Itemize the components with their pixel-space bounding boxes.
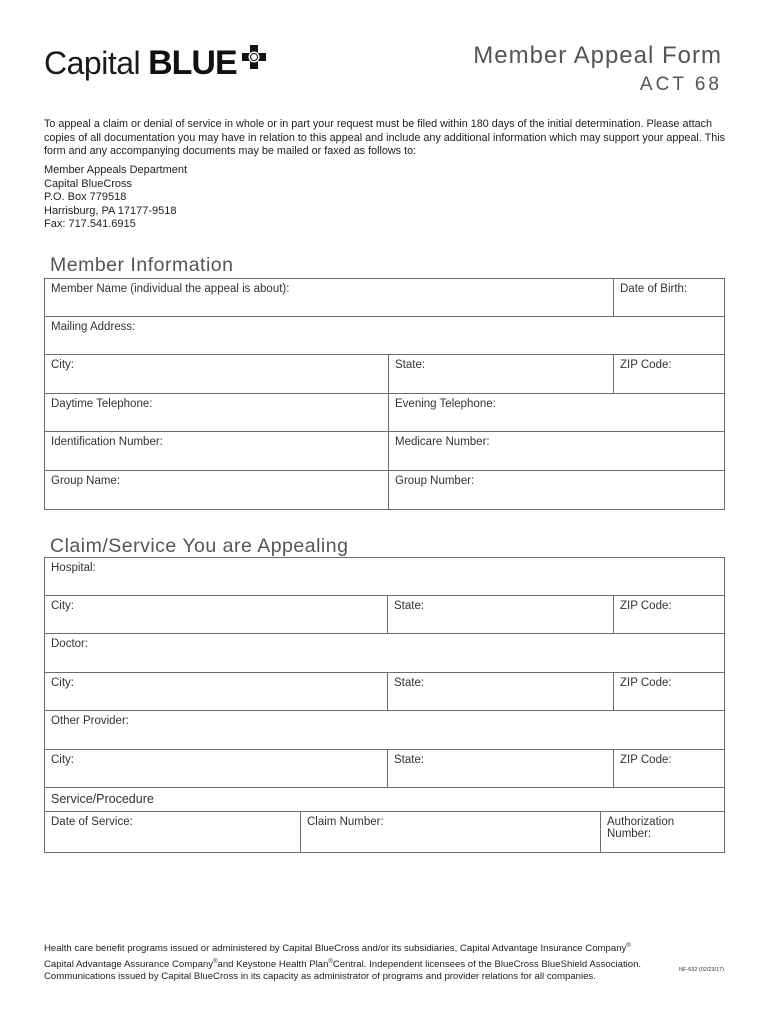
address-line: P.O. Box 779518 [44,191,127,203]
form-title: Member Appeal Form [473,42,722,69]
city-field[interactable]: City: [45,355,389,394]
form-subtitle: ACT 68 [639,74,722,95]
other-provider-zip-field[interactable]: ZIP Code: [614,750,725,788]
evening-telephone-field[interactable]: Evening Telephone: [389,394,725,432]
other-provider-city-field[interactable]: City: [45,750,388,788]
hospital-state-field[interactable]: State: [388,596,614,634]
address-line: Harrisburg, PA 17177-9518 [44,204,177,217]
member-info-table [44,278,725,510]
doctor-zip-field[interactable]: ZIP Code: [614,673,725,711]
other-provider-state-field[interactable]: State: [388,750,614,788]
claim-number-field[interactable]: Claim Number: [301,812,601,853]
doctor-city-field[interactable]: City: [45,673,388,711]
date-of-birth-field[interactable]: Date of Birth: [614,279,725,317]
mailing-address-field[interactable]: Mailing Address: [45,317,725,355]
authorization-number-field[interactable]: Authorization Number: [601,812,725,853]
hospital-city-field[interactable]: City: [45,596,388,634]
footer-disclaimer: Health care benefit programs issued or administered by Capital BlueCross and/or its subsidiaries, Capital Advantage Insurance Company® Capital Advantage Assurance Company®and Keystone Health Plan®Central. Independent licensees of the BlueCross BlueShield Association. Communications issued by Capital BlueCross in its capacity as administrator of programs and provider relations for all companies. [44,943,642,983]
identification-number-field[interactable]: Identification Number: [45,432,389,471]
address-line: Capital BlueCross [44,177,133,190]
bluecross-shield-icon [241,44,267,77]
form-number: NF-632 (02/23/17) [679,967,724,973]
claim-service-title: Claim/Service You are Appealing [50,535,349,557]
date-of-service-field[interactable]: Date of Service: [45,812,301,853]
address-line: Member Appeals Department [44,164,188,176]
logo-text: Capital [44,45,141,81]
mailing-address-block [44,164,187,232]
doctor-field[interactable]: Doctor: [45,634,725,673]
group-name-field[interactable]: Group Name: [45,471,389,510]
doctor-state-field[interactable]: State: [388,673,614,711]
address-line: Fax: 717.541.6915 [44,218,136,230]
capital-blue-logo [44,44,267,82]
group-number-field[interactable]: Group Number: [389,471,725,510]
hospital-field[interactable]: Hospital: [45,558,725,596]
medicare-number-field[interactable]: Medicare Number: [389,432,725,471]
other-provider-field[interactable]: Other Provider: [45,711,725,750]
claim-service-table [44,557,725,853]
logo-bold-text: BLUE [148,44,237,82]
state-field[interactable]: State: [389,355,614,394]
service-procedure-label: Service/Procedure [45,788,725,812]
hospital-zip-field[interactable]: ZIP Code: [614,596,725,634]
daytime-telephone-field[interactable]: Daytime Telephone: [45,394,389,432]
intro-paragraph: To appeal a claim or denial of service in whole or in part your request must be filed within 180 days of the initial determination. Please attach copies of all documentation you may have in relation to this appeal and include any additional information which may support your appeal. This form and any accompanying documents may be mailed or faxed as follows to: [44,118,726,157]
member-info-title: Member Information [50,254,234,276]
zip-code-field[interactable]: ZIP Code: [614,355,725,394]
member-name-field[interactable]: Member Name (individual the appeal is about): [45,279,614,317]
